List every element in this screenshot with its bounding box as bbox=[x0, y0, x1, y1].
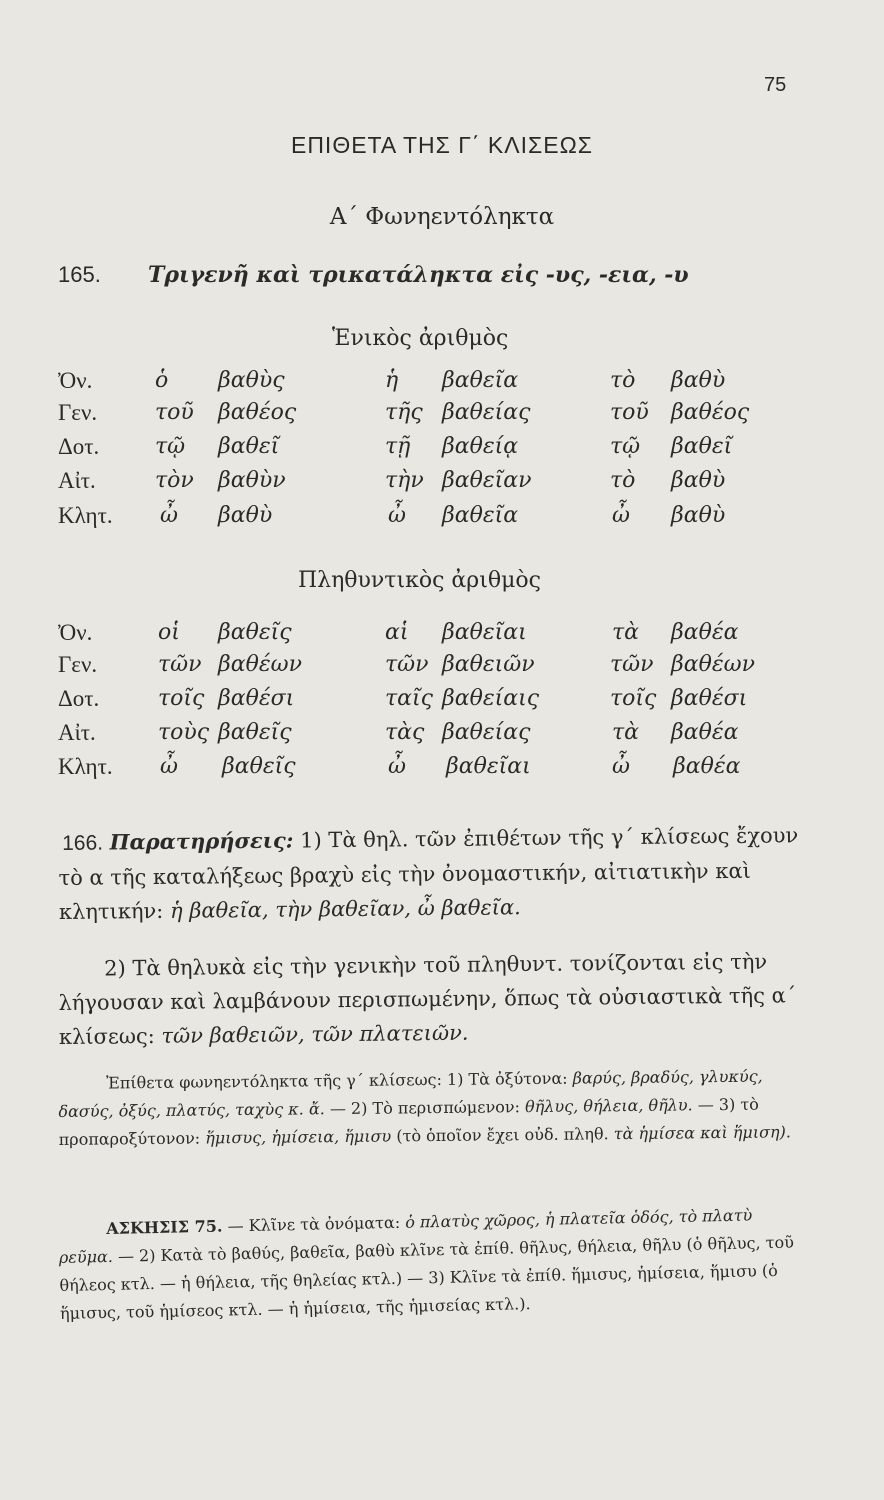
feminine-form: βαθείας bbox=[442, 720, 531, 745]
note-examples: θῆλυς, θήλεια, θῆλυ. bbox=[524, 1095, 693, 1117]
note-text: — 2) Τὸ περισπώμενον: bbox=[329, 1097, 521, 1119]
case-label: Ὀν. bbox=[58, 368, 93, 393]
exercise-text: — 2) Κατὰ τὸ βαθύς, βαθεῖα, βαθὺ κλῖνε τὰ ἐπίθ. θῆλυς, θήλεια, θῆλυ (ὁ θῆλυς, τοῦ θήλεος κτλ. — ἡ θήλεια, τῆς θηλείας κτλ.) — 3) Κλῖνε τὰ ἐπίθ. ἥμισυς, ἡμίσεια, ἥμισυ (ὁ ἥμισυς, τοῦ ἡμίσεος κτλ. — ἡ ἡμίσεια, τῆς ἡμισείας κτλ.). bbox=[59, 1232, 795, 1323]
adjectives-note bbox=[58, 1062, 809, 1154]
note-text: (τὸ ὁποῖον ἔχει οὐδ. πληθ. bbox=[396, 1124, 609, 1146]
article: τοὺς bbox=[158, 720, 210, 745]
article: τὴν bbox=[385, 468, 424, 493]
neuter-form: βαθέσι bbox=[671, 686, 748, 711]
page-title: ΕΠΙΘΕΤΑ ΤΗΣ Γ΄ ΚΛΙΣΕΩΣ bbox=[290, 132, 593, 158]
masculine-form: βαθεῖς bbox=[218, 620, 292, 645]
exercise-label: ΑΣΚΗΣΙΣ 75. bbox=[106, 1216, 223, 1238]
exercise-text: — Κλῖνε τὰ ὀνόματα: bbox=[227, 1212, 401, 1236]
article: τοῦ bbox=[610, 400, 649, 425]
feminine-form: βαθειῶν bbox=[442, 652, 535, 677]
masculine-form: βαθὺν bbox=[218, 468, 286, 493]
feminine-form: βαθείᾳ bbox=[442, 434, 519, 459]
case-label: Δοτ. bbox=[58, 686, 100, 711]
masculine-form: βαθέσι bbox=[218, 686, 295, 711]
case-label: Κλητ. bbox=[58, 754, 113, 779]
article: τῶν bbox=[158, 652, 202, 677]
article: ὦ bbox=[160, 503, 178, 528]
article: ὦ bbox=[612, 503, 630, 528]
masculine-form: βαθεῖς bbox=[218, 720, 292, 745]
article: οἱ bbox=[158, 620, 180, 645]
masculine-form: βαθεῖ bbox=[218, 434, 280, 459]
exercise-75 bbox=[58, 1200, 810, 1328]
feminine-form: βαθείας bbox=[442, 400, 531, 425]
note-text: Ἐπίθετα φωνηεντόληκτα τῆς γ΄ κλίσεως: 1) Τὰ ὀξύτονα: bbox=[106, 1068, 568, 1093]
feminine-form: βαθεῖα bbox=[442, 368, 519, 393]
article: ὦ bbox=[388, 503, 406, 528]
section-number: 166. bbox=[62, 831, 104, 855]
masculine-form: βαθὺς bbox=[218, 368, 285, 393]
article: τὸ bbox=[610, 468, 636, 493]
section-heading: Τριγενῆ καὶ τρικατάληκτα εἰς -υς, -εια, -υ bbox=[148, 262, 689, 288]
neuter-form: βαθέος bbox=[671, 400, 750, 425]
case-label: Γεν. bbox=[58, 652, 98, 677]
case-label: Γεν. bbox=[58, 400, 98, 425]
paragraph-text: 2) Τὰ θηλυκὰ εἰς τὴν γενικὴν τοῦ πληθυντ. τονίζονται εἰς τὴν λήγουσαν καὶ λαμβάνουν περισπωμένην, ὅπως τὰ οὐσιαστικὰ τῆς α΄ κλίσεως: bbox=[58, 949, 797, 1049]
paragraph-examples: τῶν βαθειῶν, τῶν πλατειῶν. bbox=[161, 1020, 469, 1048]
article: τῷ bbox=[610, 434, 641, 459]
feminine-form: βαθεῖα bbox=[442, 503, 519, 528]
article: τῶν bbox=[610, 652, 654, 677]
masculine-form: βαθέων bbox=[218, 652, 302, 677]
neuter-form: βαθεῖ bbox=[671, 434, 733, 459]
case-label: Κλητ. bbox=[58, 503, 113, 528]
article: τὰς bbox=[385, 720, 425, 745]
article: τοῦ bbox=[155, 400, 194, 425]
article: ταῖς bbox=[385, 686, 433, 711]
neuter-form: βαθὺ bbox=[671, 468, 726, 493]
section-number: 165. bbox=[58, 262, 101, 287]
neuter-form: βαθέα bbox=[671, 620, 739, 645]
feminine-form: βαθείαις bbox=[442, 686, 540, 711]
note-examples: βαρύς, βραδύς, γλυκύς, δασύς, ὀξύς, πλατύς, ταχὺς κ. ἄ. bbox=[58, 1066, 763, 1121]
note-text: — 3) τὸ προπαροξύτονον: bbox=[58, 1094, 759, 1149]
article: τὰ bbox=[612, 720, 640, 745]
article: αἱ bbox=[385, 620, 409, 645]
article: τῶν bbox=[385, 652, 429, 677]
case-label: Ὀν. bbox=[58, 620, 93, 645]
singular-heading: Ἑνικὸς ἀριθμὸς bbox=[332, 326, 509, 351]
article: τῇ bbox=[385, 434, 411, 459]
section-166-paragraph-2 bbox=[58, 944, 805, 1054]
plural-heading: Πληθυντικὸς ἀριθμὸς bbox=[298, 568, 541, 593]
masculine-form: βαθεῖς bbox=[222, 754, 296, 779]
article: ὦ bbox=[612, 754, 630, 779]
neuter-form: βαθέων bbox=[671, 652, 755, 677]
case-label: Αἰτ. bbox=[58, 468, 96, 493]
masculine-form: βαθέος bbox=[218, 400, 297, 425]
article: τοῖς bbox=[610, 686, 657, 711]
case-label: Δοτ. bbox=[58, 434, 100, 459]
feminine-form: βαθεῖαι bbox=[446, 754, 531, 779]
page-number: 75 bbox=[764, 74, 787, 96]
section-166-paragraph-1 bbox=[58, 818, 805, 929]
section-165-heading bbox=[58, 262, 689, 288]
article: τὸ bbox=[610, 368, 636, 393]
paragraph-examples: ἡ βαθεῖα, τὴν βαθεῖαν, ὦ βαθεῖα. bbox=[169, 895, 521, 923]
neuter-form: βαθὺ bbox=[671, 368, 726, 393]
masculine-form: βαθὺ bbox=[218, 503, 273, 528]
article: τὰ bbox=[612, 620, 640, 645]
article: τοῖς bbox=[158, 686, 205, 711]
neuter-form: βαθέα bbox=[671, 720, 739, 745]
note-examples: τὰ ἡμίσεα καὶ ἥμιση). bbox=[613, 1122, 791, 1144]
neuter-form: βαθὺ bbox=[671, 503, 726, 528]
article: τῷ bbox=[155, 434, 186, 459]
article: τῆς bbox=[385, 400, 423, 425]
section-heading: Παρατηρήσεις: bbox=[109, 827, 294, 855]
article: ὦ bbox=[160, 754, 178, 779]
neuter-form: βαθέα bbox=[673, 754, 741, 779]
feminine-form: βαθεῖαι bbox=[442, 620, 527, 645]
case-label: Αἰτ. bbox=[58, 720, 96, 745]
article: ἡ bbox=[385, 368, 399, 393]
article: τὸν bbox=[155, 468, 194, 493]
section-subtitle: Α΄ Φωνηεντόληκτα bbox=[329, 204, 555, 230]
article: ὁ bbox=[155, 368, 169, 393]
article: ὦ bbox=[388, 754, 406, 779]
note-examples: ἥμισυς, ἡμίσεια, ἥμισυ bbox=[205, 1126, 392, 1148]
feminine-form: βαθεῖαν bbox=[442, 468, 532, 493]
exercise-examples: ὁ πλατὺς χῶρος, ἡ πλατεῖα ὁδός, τὸ πλατὺ ρεῦμα. bbox=[58, 1205, 753, 1267]
paragraph-text: 1) Τὰ θηλ. τῶν ἐπιθέτων τῆς γ΄ κλίσεως ἔχουν τὸ α τῆς καταλήξεως βραχὺ εἰς τὴν ὀνομαστικήν, αἰτιατικὴν καὶ κλητικήν: bbox=[58, 823, 799, 924]
